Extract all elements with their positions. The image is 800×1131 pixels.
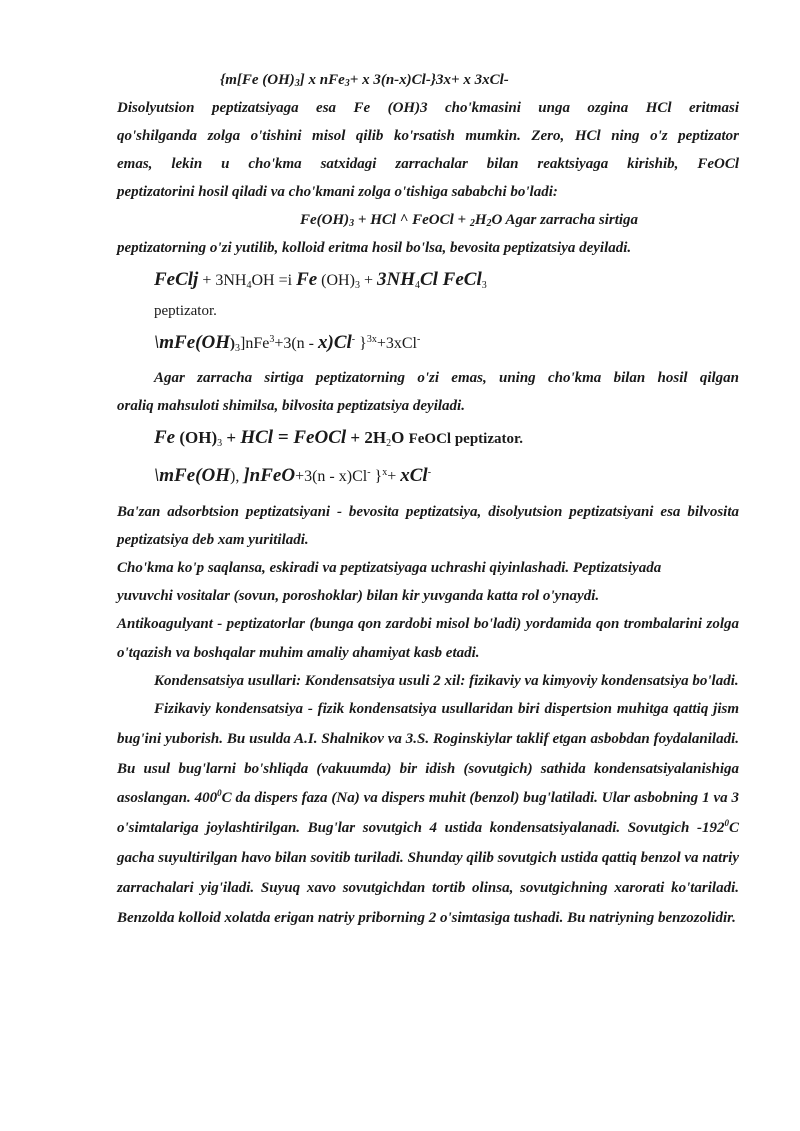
eq1-sub: 3	[354, 280, 360, 291]
eq4-part: xCl	[400, 465, 428, 486]
eq3-part: HCl = FeOCl	[240, 427, 347, 448]
formula-top-part: ] x nFe	[299, 72, 345, 88]
equation-2	[117, 325, 739, 362]
eq1-part: Fe	[296, 269, 318, 290]
para6: Kondensatsiya usullari: Kondensatsiya usuli 2 xil: fizikaviy va kimyoviy kondensatsiya bo'ladi.	[154, 672, 739, 689]
para2-line2: oraliq mahsuloti shimilsa, bilvosita peptizatsiya deyiladi.	[117, 398, 465, 414]
reaction1-sub: 3	[349, 218, 355, 229]
eq3-part: + 2H	[346, 428, 387, 447]
eq1-sub: 4	[246, 280, 252, 291]
para7-part: C gacha suyultirilgan havo bilan sovitib turiladi. Shunday qilib sovutgich ustida qattiq benzol va natriy zarrachalari yig'iladi. Suyuq xavo sovutgichdan tortib olinsa, sovutgichning xarorati ko'tariladi. Benzolda kolloid xolatda erigan natriy priborning 2 o'simtasiga tushadi. Bu natriyning benzozolidir.	[117, 820, 739, 926]
para1-line4: peptizatorini hosil qiladi va cho'kmani zolga o'tishiga sababchi bo'ladi:	[117, 184, 558, 200]
equation-1	[117, 264, 739, 297]
equation-4	[117, 457, 739, 496]
para5: Antikoagulyant - peptizatorlar (bunga qon zardobi misol bo'ladi) yordamida qon trombalarini zolga o'tqazish va boshqalar muhim amaliy ahamiyat kasb etadi.	[117, 616, 739, 661]
eq3-part: FeOCl peptizator.	[408, 431, 524, 447]
eq2-part: ]nFe	[240, 335, 270, 352]
eq4-sup: -	[367, 467, 371, 478]
eq2-part: +3(n -	[274, 335, 319, 352]
eq4-sup: x	[382, 467, 388, 478]
para7-sup: 0	[724, 818, 729, 829]
formula-top	[117, 66, 739, 94]
para1-line3: emas, lekin u cho'kma satxidagi zarrachalar bilan reaktsiyaga kirishib, FeOCl	[117, 156, 739, 172]
eq3-part: Fe	[154, 427, 176, 448]
reaction1-part: Fe(OH)	[300, 212, 350, 228]
reaction1-part: H	[474, 212, 487, 228]
eq3-part: (OH)	[175, 428, 218, 447]
eq1-part: Cl FeCl	[419, 269, 482, 290]
reaction1-sub: 2	[469, 218, 475, 229]
eq4-part: +	[387, 468, 401, 485]
para4-line2: yuvuvchi vositalar (sovun, poroshoklar) bilan kir yuvganda katta rol o'ynaydi.	[117, 588, 600, 605]
peptizator-label: peptizator.	[154, 303, 217, 319]
para7-sup: 0	[217, 788, 222, 799]
para4-line1: Cho'kma ko'p saqlansa, eskiradi va peptizatsiyaga uchrashi qiyinlashadi. Peptizatsiyada	[117, 560, 662, 577]
eq1-part: + 3NH	[198, 272, 247, 289]
reaction1-part: O Agar zarracha sirtiga	[491, 212, 639, 228]
eq4-part: \mFe(OH	[154, 465, 230, 486]
eq4-sup: -	[427, 467, 432, 478]
eq1-part: 3NH	[376, 269, 415, 290]
eq1-sub: 3	[481, 280, 487, 291]
eq3-part: O	[391, 428, 409, 447]
para1b: peptizatorning o'zi yutilib, kolloid eritma hosil bo'lsa, bevosita peptizatsiya deyiladi.	[117, 240, 632, 256]
eq1-part: +	[359, 272, 377, 289]
eq1-sub: 4	[414, 280, 420, 291]
para7-part: C da dispers faza (Na) va dispers muhit (benzol) bug'latiladi. Ular asbobning 1 va 3 o'simtalariga joylashtirilgan. Bug'lar sovutgich 4 ustida kondensatsiyalanadi. Sovutgich -192	[117, 790, 739, 837]
eq2-part: )	[230, 336, 235, 352]
eq4-part: +3(n - x)Cl	[295, 468, 368, 485]
document-page	[117, 66, 739, 933]
eq4-part: }	[370, 468, 383, 485]
eq1-part: (OH)	[317, 272, 355, 289]
eq2-sup: 3x	[366, 334, 377, 345]
eq3-part: +	[222, 428, 241, 447]
reaction1	[117, 206, 739, 234]
para7	[117, 695, 739, 933]
eq2-sup: -	[351, 334, 356, 345]
eq1-part: FeClj	[154, 269, 199, 290]
eq4-part: ]nFeO	[243, 465, 296, 486]
eq2-sub: 3	[235, 343, 240, 354]
eq2-part: x)Cl	[318, 332, 352, 353]
formula-top-part: + x 3(n-x)Cl-}3x+ x 3xCl-	[349, 72, 509, 88]
eq2-part: \mFe(OH	[154, 332, 230, 353]
para2-line1: Agar zarracha sirtiga peptizatorning o'zi emas, uning cho'kma bilan hosil qilgan	[154, 370, 739, 386]
eq1-part: OH =i	[251, 272, 297, 289]
eq2-sup: -	[416, 334, 421, 345]
para3: Ba'zan adsorbtsion peptizatsiyani - bevosita peptizatsiya, disolyutsion peptizatsiyani esa bilvosita peptizatsiya deb xam yuritiladi.	[117, 504, 739, 549]
eq4-part: ),	[230, 468, 244, 485]
reaction1-sub: 2	[486, 218, 492, 229]
eq3-sub: 3	[217, 438, 223, 449]
eq2-sup: 3	[269, 334, 275, 345]
eq2-part: }	[355, 335, 367, 352]
formula-top-part: {m[Fe (OH)	[220, 72, 295, 88]
para1-line1: Disolyutsion peptizatsiyaga esa Fe (OH)3 cho'kmasini unga ozgina HCl eritmasi	[117, 100, 739, 116]
equation-3	[117, 420, 739, 457]
eq3-sub: 2	[386, 438, 392, 449]
para1-line2: qo'shilganda zolga o'tishini misol qilib ko'rsatish mumkin. Zero, HCl ning o'z peptizator	[117, 128, 739, 144]
eq2-part: +3xCl	[376, 335, 417, 352]
formula-top-sub: 3	[294, 78, 300, 89]
formula-top-sub: 3	[344, 78, 350, 89]
para7-part: Fizikaviy kondensatsiya - fizik kondensatsiya usullaridan biri dispertsion muhitga qattiq jism bug'ini yuborish. Bu usulda A.I. Shalnikov va 3.S. Roginskiylar taklif etgan asbobdan foydalaniladi. Bu usul bug'larni bo'shliqda (vakuumda) bir idish (sovutgich) sathida kondensatsiyalanishiga asoslangan. 400	[117, 701, 739, 807]
reaction1-part: + HCl ^ FeOCl +	[354, 212, 470, 228]
